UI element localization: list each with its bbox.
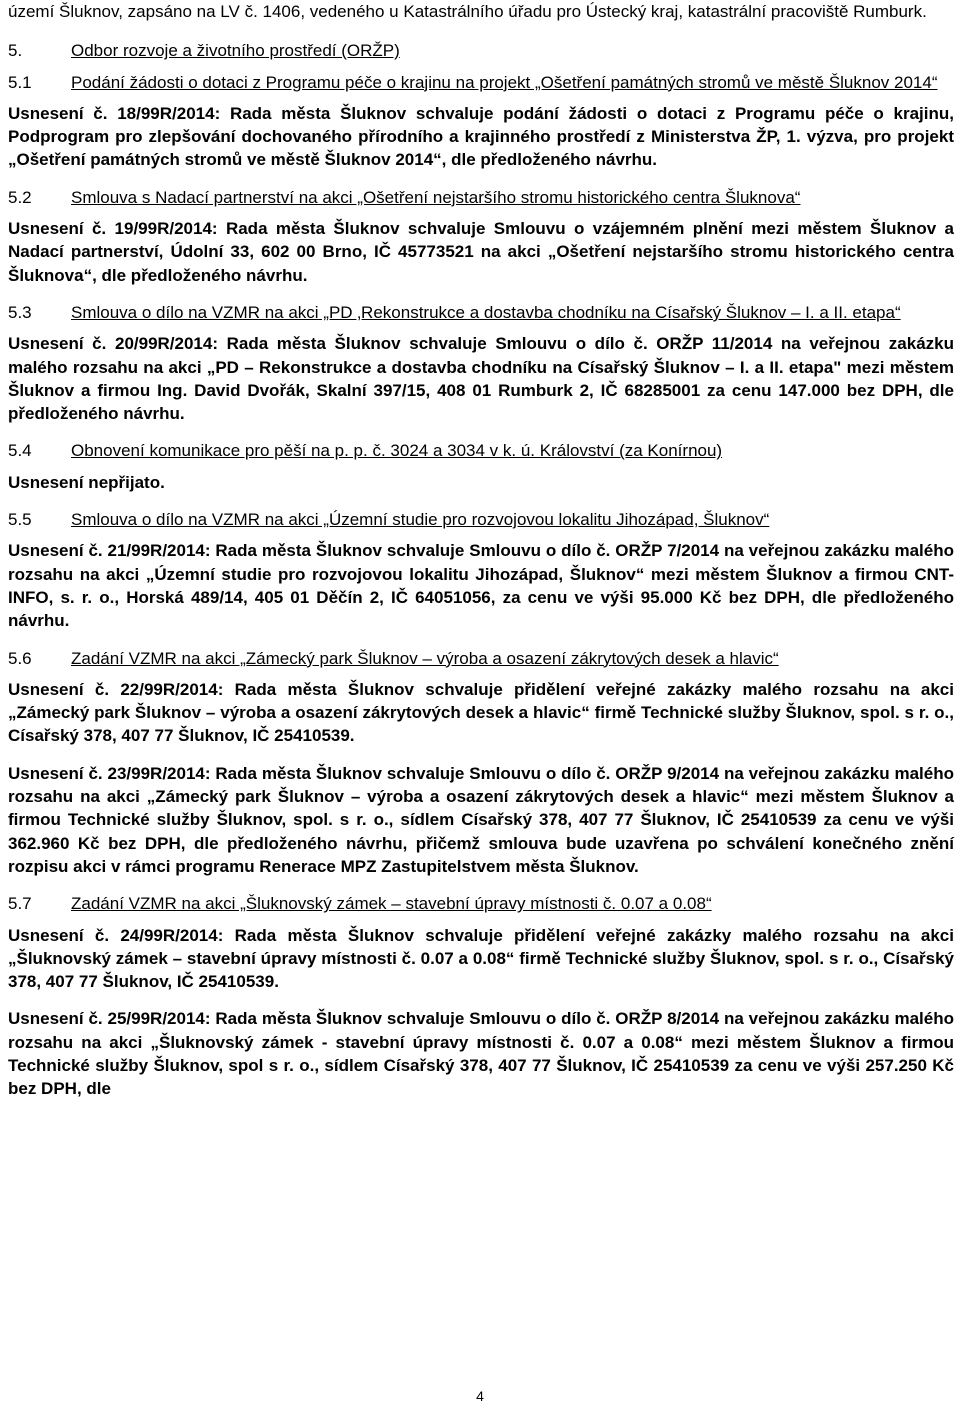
resolution-lead: Usnesení č. [8, 679, 110, 699]
resolution-text: 20/99R/2014: Rada města Šluknov schvaluje Smlouvu o dílo č. ORŽP 11/2014 na veřejnou zakázku malého rozsahu na akci „PD – Rekonstrukce a dostavba chodníku na Císařský Šluknov – I. a II. etapa" mezi městem Šluknov a firmou Ing. David Dvořák, Skalní 397/15, 408 01 Rumburk 2, IČ 68285001 za cenu 147.000 bez DPH, dle předloženého návrhu. [8, 334, 954, 424]
section-title: Smlouva o dílo na VZMR na akci „PD ‚Rekonstrukce a dostavba chodníku na Císařský Šluknov – I. a II. etapa“ [71, 302, 901, 322]
resolution-paragraph [8, 678, 954, 748]
resolution-text: 21/99R/2014: Rada města Šluknov schvaluje Smlouvu o dílo č. ORŽP 7/2014 na veřejnou zakázku malého rozsahu na akci „Územní studie pro rozvojovou lokalitu Jihozápad, Šluknov“ mezi městem Šluknov a firmou CNT-INFO, s. r. o., Horská 489/14, 405 01 Děčín 2, IČ 64051056, za cenu ve výši 95.000 Kč bez DPH, dle předloženého návrhu. [8, 541, 954, 631]
document-page [8, 0, 954, 1115]
resolution-paragraph [8, 471, 954, 494]
resolution-text: 23/99R/2014: Rada města Šluknov schvaluje Smlouvu o dílo č. ORŽP 9/2014 na veřejnou zakázku malého rozsahu na akci „Zámecký park Šluknov – výroba a osazení zákrytových desek a hlavic“ mezi městem Šluknov a firmou Technické služby Šluknov, spol. s r. o., sídlem Císařský 378, 407 77 Šluknov, IČ 25410539 za cenu ve výši 362.960 Kč bez DPH, dle předloženého návrhu, přičemž smlouva bude uzavřena po schválení konečného znění rozpisu akci v rámci programu Renerace MPZ Zastupitelstvem města Šluknov. [8, 763, 954, 876]
resolution-paragraph [8, 539, 954, 632]
section-number: 5.4 [8, 441, 32, 461]
resolution-lead: Usnesení č. [8, 103, 108, 123]
section-number: 5.1 [8, 72, 32, 92]
section-heading [8, 647, 954, 670]
resolution-text: 18/99R/2014: Rada města Šluknov schvaluje podání žádosti o dotaci z Programu péče o krajinu, Podprogram pro zlepšování dochovaného přírodního a krajinného prostředí z Ministerstva ŽP, 1. výzva, pro projekt „Ošetření památných stromů ve městě Šluknov 2014“, dle předloženého návrhu. [8, 103, 954, 170]
resolution-paragraph [8, 1007, 954, 1100]
resolution-text: 24/99R/2014: Rada města Šluknov schvaluje přidělení veřejné zakázky malého rozsahu na akci „Šluknovský zámek – stavební úpravy místnosti č. 0.07 a 0.08“ firmě Technické služby Šluknov, spol. s r. o., Císařský 378, 407 77 Šluknov, IČ 25410539. [8, 925, 954, 992]
resolution-paragraph [8, 217, 954, 287]
section-heading [8, 439, 954, 462]
section-number: 5.7 [8, 894, 32, 914]
resolution-lead: Usnesení č. [8, 219, 107, 239]
resolution-lead: Usnesení nepřijato. [8, 472, 165, 492]
section-number: 5.6 [8, 648, 32, 668]
section-heading [8, 301, 954, 324]
section-heading [8, 71, 954, 94]
intro-paragraph: území Šluknov, zapsáno na LV č. 1406, vedeného u Katastrálního úřadu pro Ústecký kraj, katastrální pracoviště Rumburk. [8, 2, 927, 21]
resolution-text: 19/99R/2014: Rada města Šluknov schvaluje Smlouvu o vzájemném plnění mezi městem Šluknov a Nadací partnerství, Údolní 33, 602 00 Brno, IČ 45773521 na akci „Ošetření nejstaršího stromu historického centra Šluknova“, dle předloženého návrhu. [8, 219, 954, 285]
section-title: Zadání VZMR na akci „Zámecký park Šluknov – výroba a osazení zákrytových desek a hlavic“ [71, 648, 779, 668]
section-heading [8, 892, 954, 915]
resolution-paragraph [8, 332, 954, 425]
section-number: 5.2 [8, 187, 32, 207]
section-title: Podání žádosti o dotaci z Programu péče o krajinu na projekt „Ošetření památných stromů ve městě Šluknov 2014“ [71, 72, 938, 92]
resolution-text: 22/99R/2014: Rada města Šluknov schvaluje přidělení veřejné zakázky malého rozsahu na akci „Zámecký park Šluknov – výroba a osazení zákrytových desek a hlavic“ firmě Technické služby Šluknov, spol. s r. o., Císařský 378, 407 77 Šluknov, IČ 25410539. [8, 679, 954, 746]
resolution-paragraph [8, 762, 954, 878]
section-title: Smlouva s Nadací partnerství na akci „Ošetření nejstaršího stromu historického centra Šluknova“ [71, 187, 801, 207]
resolution-paragraph [8, 102, 954, 172]
resolution-paragraph [8, 924, 954, 994]
resolution-lead: Usnesení č. [8, 925, 110, 945]
section-number: 5.5 [8, 510, 32, 530]
section-number: 5. [8, 41, 23, 61]
resolution-lead: Usnesení č. [8, 541, 103, 561]
resolution-lead: Usnesení č. [8, 334, 107, 354]
section-heading [8, 186, 954, 209]
section-title: Odbor rozvoje a životního prostředí (ORŽP) [71, 41, 400, 61]
section-title: Smlouva o dílo na VZMR na akci „Územní studie pro rozvojovou lokalitu Jihozápad, Šluknov“ [71, 510, 770, 530]
section-heading [8, 39, 954, 62]
resolution-lead: Usnesení č. [8, 1009, 103, 1029]
resolution-lead: Usnesení č. [8, 763, 103, 783]
page-number: 4 [476, 1388, 484, 1404]
section-title: Obnovení komunikace pro pěší na p. p. č. 3024 a 3034 v k. ú. Království (za Konírnou) [71, 441, 723, 461]
section-number: 5.3 [8, 302, 32, 322]
section-heading [8, 508, 954, 531]
section-title: Zadání VZMR na akci „Šluknovský zámek – stavební úpravy místnosti č. 0.07 a 0.08“ [71, 894, 712, 914]
resolution-text: 25/99R/2014: Rada města Šluknov schvaluje Smlouvu o dílo č. ORŽP 8/2014 na veřejnou zakázku malého rozsahu na akci „Šluknovský zámek - stavební úpravy místnosti č. 0.07 a 0.08“ mezi městem Šluknov a firmou Technické služby Šluknov, spol s r. o., sídlem Císařský 378, 407 77 Šluknov, IČ 25410539 za cenu ve výši 257.250 Kč bez DPH, dle [8, 1009, 954, 1099]
